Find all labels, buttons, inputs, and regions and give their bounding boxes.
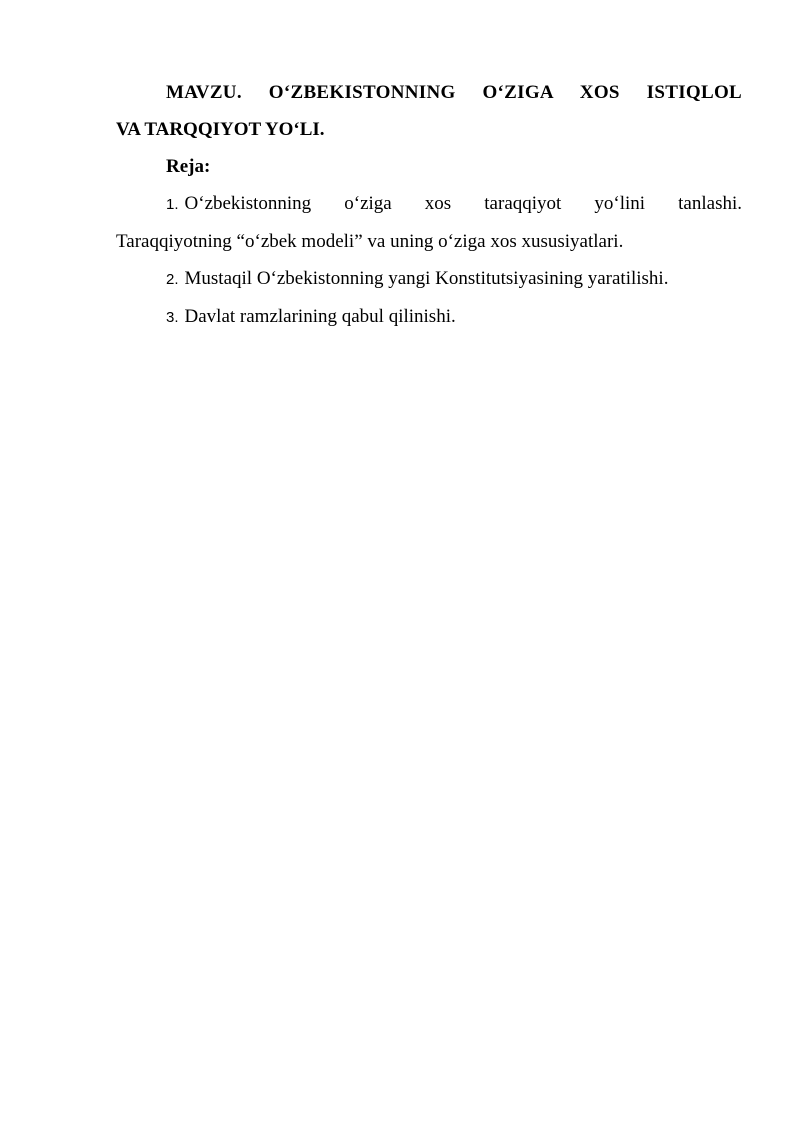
title-line-1: MAVZU. O‘ZBEKISTONNING O‘ZIGA XOS ISTIQLOL <box>166 82 742 103</box>
document-title <box>116 74 742 148</box>
plan-item-2 <box>116 260 742 298</box>
plan-label: Reja: <box>166 156 211 177</box>
plan-item-1-number: 1. <box>166 196 179 213</box>
plan-item-1-line-1: O‘zbekistonning o‘ziga xos taraqqiyot yo‘lini tanlashi. <box>184 193 742 214</box>
plan-item-2-number: 2. <box>166 271 179 288</box>
plan-item-3-number: 3. <box>166 309 179 326</box>
title-line-2: VA TARQQIYOT YO‘LI. <box>116 119 325 140</box>
plan-item-1 <box>116 185 742 260</box>
plan-item-1-line-1-wrap <box>166 185 742 223</box>
document-content <box>116 74 742 336</box>
plan-item-3 <box>116 298 742 336</box>
plan-item-1-line-2: Taraqqiyotning “o‘zbek modeli” va uning o‘ziga xos xususiyatlari. <box>116 231 624 252</box>
plan-item-2-text: Mustaqil O‘zbekistonning yangi Konstitutsiyasining yaratilishi. <box>184 268 669 289</box>
plan-item-3-text: Davlat ramzlarining qabul qilinishi. <box>184 306 456 327</box>
